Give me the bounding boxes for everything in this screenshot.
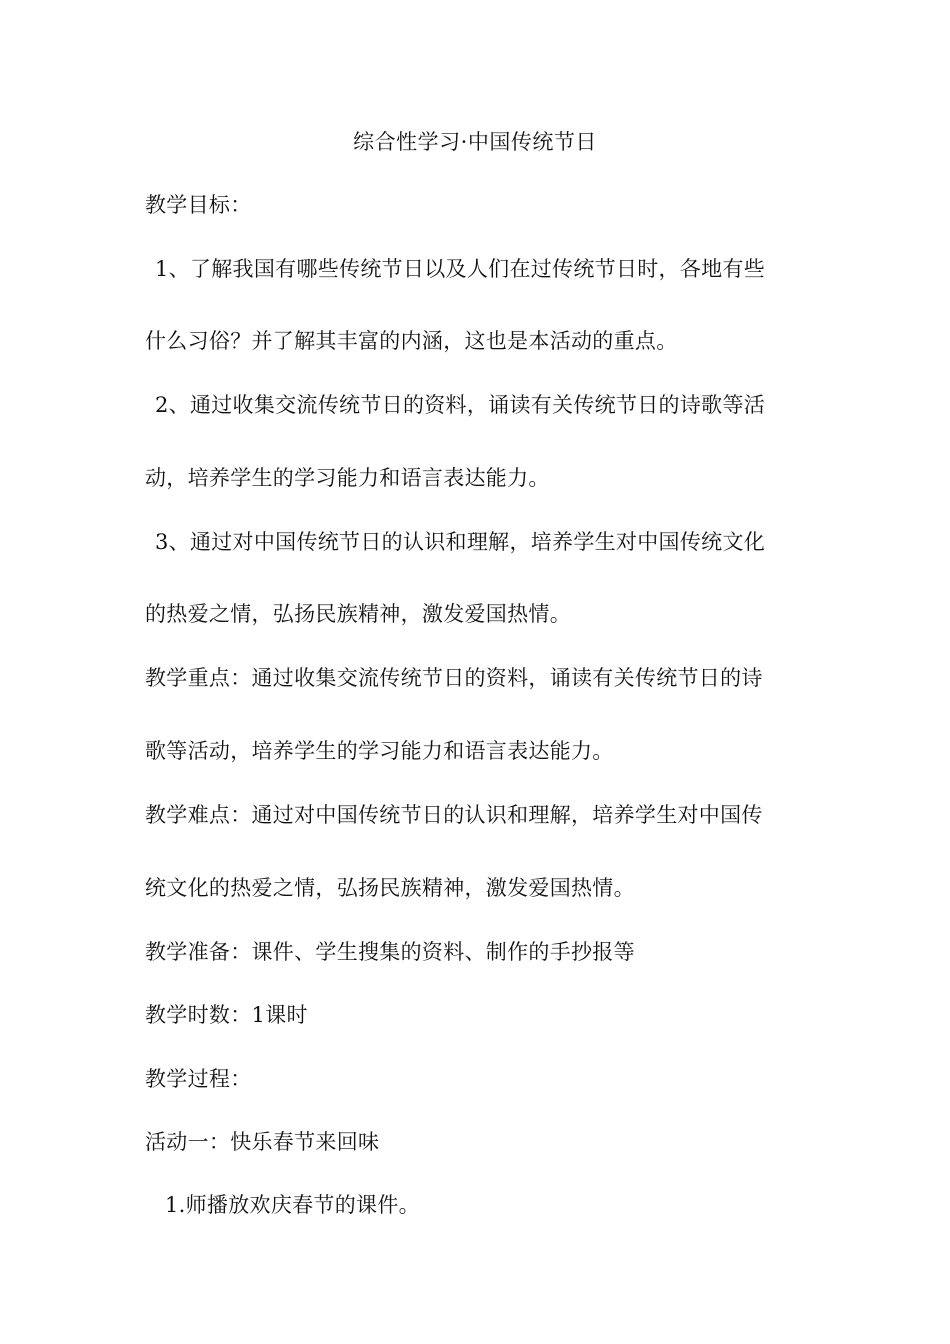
objective-3-line-2: 的热爱之情，弘扬民族精神，激发爱国热情。 <box>145 602 571 626</box>
activity-1-heading: 活动一：快乐春节来回味 <box>145 1130 380 1154</box>
objectives-heading: 教学目标： <box>145 193 252 217</box>
activity-1-step-1: 1.师播放欢庆春节的课件。 <box>165 1193 420 1217</box>
objective-2-line-1: 2、通过收集交流传统节日的资料，诵读有关传统节日的诗歌等活 <box>155 393 766 417</box>
objective-1-line-1: 1、了解我国有哪些传统节日以及人们在过传统节日时，各地有些 <box>155 257 766 281</box>
hours-line: 教学时数：1课时 <box>145 1003 308 1027</box>
difficulty-line-2: 统文化的热爱之情，弘扬民族精神，激发爱国热情。 <box>145 876 635 900</box>
objective-2-line-2: 动，培养学生的学习能力和语言表达能力。 <box>145 466 550 490</box>
difficulty-line-1: 教学难点：通过对中国传统节日的认识和理解，培养学生对中国传 <box>145 803 763 827</box>
preparation-line: 教学准备：课件、学生搜集的资料、制作的手抄报等 <box>145 940 635 964</box>
key-point-line-2: 歌等活动，培养学生的学习能力和语言表达能力。 <box>145 739 614 763</box>
objective-1-line-2: 什么习俗？并了解其丰富的内涵，这也是本活动的重点。 <box>145 329 678 353</box>
document-title: 综合性学习·中国传统节日 <box>353 130 597 154</box>
process-heading: 教学过程： <box>145 1067 252 1091</box>
objective-3-line-1: 3、通过对中国传统节日的认识和理解，培养学生对中国传统文化 <box>155 530 766 554</box>
key-point-line-1: 教学重点：通过收集交流传统节日的资料，诵读有关传统节日的诗 <box>145 666 763 690</box>
